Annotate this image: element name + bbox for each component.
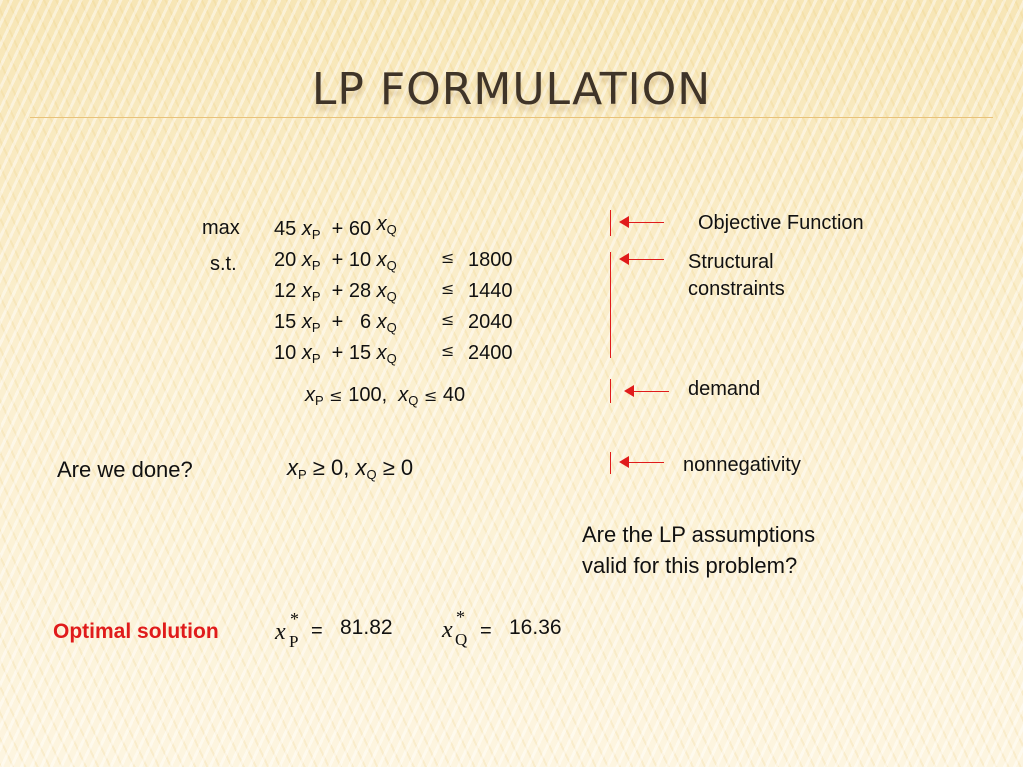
optimal-q-value: 16.36	[509, 616, 562, 639]
sub-q: Q	[386, 351, 397, 366]
equals-symbol: =	[480, 620, 492, 642]
sub-q: Q	[408, 393, 419, 408]
var-x: x	[301, 249, 312, 271]
coef-q: + 15	[331, 342, 372, 364]
p-nonneg: ≥ 0,	[306, 455, 350, 480]
question-assumptions: valid for this problem?	[582, 553, 798, 578]
var-x: x	[398, 384, 409, 406]
sub-p: P	[311, 258, 321, 273]
sub-p: P	[298, 467, 307, 482]
var-x: x	[301, 218, 312, 240]
question-done: Are we done?	[57, 457, 193, 482]
leq-symbol: ≤	[441, 279, 455, 298]
var-x: x	[301, 342, 312, 364]
star-symbol: *	[456, 607, 465, 627]
sub-p: P	[315, 393, 324, 408]
sub-q: Q	[386, 289, 397, 304]
coef-q: + 10	[331, 249, 372, 271]
var-x: x	[287, 455, 298, 480]
question-assumptions: Are the LP assumptions	[582, 522, 816, 547]
nonneg-bracket	[610, 452, 611, 474]
rhs-value: 2040	[468, 311, 513, 333]
sub-p: P	[311, 227, 321, 242]
var-x: x	[305, 384, 315, 406]
var-x: x	[376, 311, 387, 333]
slide-title: LP FORMULATION	[311, 64, 712, 115]
rhs-value: 1800	[468, 249, 513, 271]
leq-symbol: ≤	[441, 310, 455, 329]
var-x: x	[376, 249, 387, 271]
rhs-value: 2400	[468, 342, 513, 364]
optimal-p-value: 81.82	[340, 616, 393, 639]
constraint-row	[274, 311, 397, 335]
objective-row	[274, 213, 397, 242]
coef-q: + 28	[331, 280, 372, 302]
sub-q: Q	[455, 630, 468, 649]
objective-bracket	[610, 210, 611, 236]
var-x-star: x	[442, 617, 453, 643]
demand-arrow	[633, 391, 669, 392]
objective-coef-q: + 60	[331, 218, 372, 240]
structural-arrow	[628, 259, 664, 260]
var-x: x	[301, 280, 312, 302]
annotation-objective: Objective Function	[698, 212, 864, 234]
annotation-structural: Structural	[688, 251, 774, 273]
annotation-nonnegativity: nonnegativity	[683, 454, 801, 476]
title-divider	[30, 117, 993, 118]
leq-symbol: ≤	[329, 386, 343, 405]
nonneg-arrow	[628, 462, 664, 463]
optimal-solution-label: Optimal solution	[53, 620, 219, 643]
var-x: x	[376, 342, 387, 364]
q-bound: 40	[442, 384, 466, 406]
demand-bracket	[610, 379, 611, 403]
sub-p: P	[311, 320, 321, 335]
rhs-value: 1440	[468, 280, 513, 302]
sub-p: P	[311, 351, 321, 366]
leq-symbol: ≤	[423, 386, 438, 405]
leq-symbol: ≤	[441, 248, 455, 267]
star-symbol: *	[290, 609, 299, 629]
leq-symbol: ≤	[441, 341, 455, 360]
objective-arrow	[628, 222, 664, 223]
var-x: x	[301, 311, 312, 333]
equals-symbol: =	[311, 620, 323, 642]
var-x: x	[355, 455, 367, 480]
sub-q: Q	[386, 222, 397, 237]
sub-q: Q	[366, 467, 377, 482]
sub-q: Q	[386, 320, 397, 335]
demand-bounds	[305, 384, 465, 408]
var-x-star: x	[275, 619, 286, 645]
st-label: s.t.	[210, 253, 237, 275]
sub-q: Q	[386, 258, 397, 273]
structural-bracket	[610, 252, 611, 358]
max-label: max	[202, 217, 240, 239]
var-x: x	[376, 213, 387, 235]
annotation-structural: constraints	[688, 278, 785, 300]
constraint-row	[274, 280, 397, 304]
var-x: x	[376, 280, 387, 302]
constraint-row	[274, 342, 397, 366]
constraint-row	[274, 249, 397, 273]
coef-q: + 6	[331, 311, 372, 333]
annotation-demand: demand	[688, 378, 761, 400]
q-nonneg: ≥ 0	[376, 455, 414, 480]
coef-p: 10	[274, 342, 297, 364]
objective-coef-p: 45	[274, 218, 297, 240]
sub-p: P	[289, 632, 299, 651]
coef-p: 20	[274, 249, 297, 271]
sub-p: P	[311, 289, 321, 304]
nonneg-constraint	[287, 455, 413, 482]
p-bound: 100,	[348, 384, 388, 406]
coef-p: 12	[274, 280, 297, 302]
coef-p: 15	[274, 311, 297, 333]
